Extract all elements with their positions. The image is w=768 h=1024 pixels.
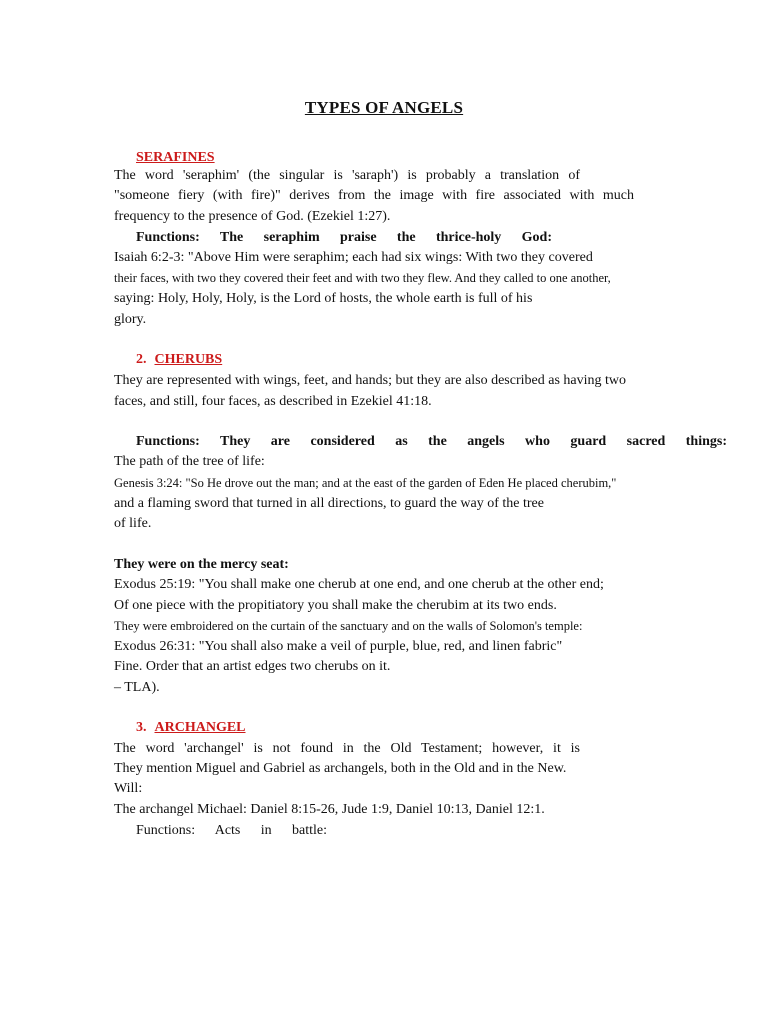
quote-line: Fine. Order that an artist edges two cherubs on it.: [114, 659, 391, 674]
quote-line: Exodus 26:31: "You shall also make a veil of purple, blue, red, and linen fabric": [114, 639, 563, 654]
section-heading-text: ARCHANGEL: [154, 720, 246, 735]
quote-line: saying: Holy, Holy, Holy, is the Lord of hosts, the whole earth is full of his: [114, 291, 533, 306]
paragraph-line: faces, and still, four faces, as described in Ezekiel 41:18.: [114, 394, 432, 409]
section-heading-cherubs: [136, 350, 222, 370]
quote-line: Exodus 25:19: "You shall make one cherub at one end, and one cherub at the other end;: [114, 577, 604, 592]
paragraph-line: Will:: [114, 781, 143, 796]
quote-line: – TLA).: [114, 680, 160, 695]
quote-line: Of one piece with the propitiatory you shall make the cherubim at its two ends.: [114, 598, 557, 613]
section-heading-archangel: [136, 718, 246, 738]
paragraph-line: The archangel Michael: Daniel 8:15-26, Jude 1:9, Daniel 10:13, Daniel 12:1.: [114, 802, 545, 817]
functions-line: Functions: The seraphim praise the thrice-holy God:: [136, 230, 552, 245]
functions-line: Functions: They are considered as the angels who guard sacred things:: [136, 434, 727, 449]
quote-line: and a flaming sword that turned in all directions, to guard the way of the tree: [114, 496, 544, 511]
quote-line: their faces, with two they covered their feet and with two they flew. And they called to one another,: [114, 271, 611, 285]
section-number: 2.: [136, 352, 147, 367]
quote-line: of life.: [114, 516, 152, 531]
paragraph-line: They were embroidered on the curtain of the sanctuary and on the walls of Solomon's temple:: [114, 619, 583, 633]
paragraph-line: They are represented with wings, feet, and hands; but they are also described as having two: [114, 373, 626, 388]
paragraph-line: The word 'seraphim' (the singular is 'saraph') is probably a translation of: [114, 168, 580, 183]
section-heading-serafines: [136, 148, 215, 168]
page-title: TYPES OF ANGELS: [304, 98, 464, 117]
section-heading-text: SERAFINES: [136, 150, 215, 165]
subheading-line: They were on the mercy seat:: [114, 557, 289, 572]
paragraph-line: The word 'archangel' is not found in the Old Testament; however, it is: [114, 741, 580, 756]
paragraph-line: They mention Miguel and Gabriel as archangels, both in the Old and in the New.: [114, 761, 567, 776]
paragraph-line: frequency to the presence of God. (Ezekiel 1:27).: [114, 209, 391, 224]
paragraph-line: "someone fiery (with fire)" derives from the image with fire associated with much: [114, 188, 634, 203]
section-heading-text: CHERUBS: [154, 352, 223, 367]
functions-line: Functions: Acts in battle:: [136, 823, 327, 838]
quote-line: glory.: [114, 312, 147, 327]
paragraph-line: The path of the tree of life:: [114, 454, 265, 469]
quote-line: Genesis 3:24: "So He drove out the man; and at the east of the garden of Eden He placed cherubim,": [114, 476, 617, 490]
quote-line: Isaiah 6:2-3: "Above Him were seraphim; each had six wings: With two they covered: [114, 250, 593, 265]
section-number: 3.: [136, 720, 147, 735]
